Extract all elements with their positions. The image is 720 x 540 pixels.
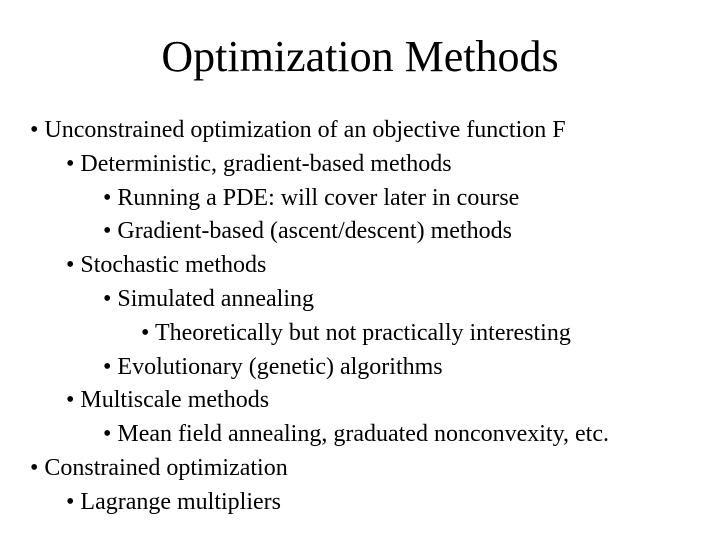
bullet-item: • Lagrange multipliers [66,488,282,515]
bullet-item: • Gradient-based (ascent/descent) methods [103,218,512,245]
bullet-item: • Simulated annealing [103,285,315,312]
bullet-item: • Deterministic, gradient-based methods [66,150,452,177]
bullet-list [0,114,720,520]
bullet-item: • Mean field annealing, graduated nonconvexity, etc. [103,421,609,448]
bullet-item: • Multiscale methods [66,387,270,414]
bullet-item: • Running a PDE: will cover later in course [103,184,520,211]
bullet-item: • Evolutionary (genetic) algorithms [103,353,443,380]
bullet-item: • Theoretically but not practically interesting [141,319,571,346]
bullet-item: • Unconstrained optimization of an objective function F [30,117,566,143]
slide-title: Optimization Methods [161,32,559,81]
bullet-item: • Constrained optimization [30,454,288,481]
bullet-item: • Stochastic methods [66,252,267,279]
